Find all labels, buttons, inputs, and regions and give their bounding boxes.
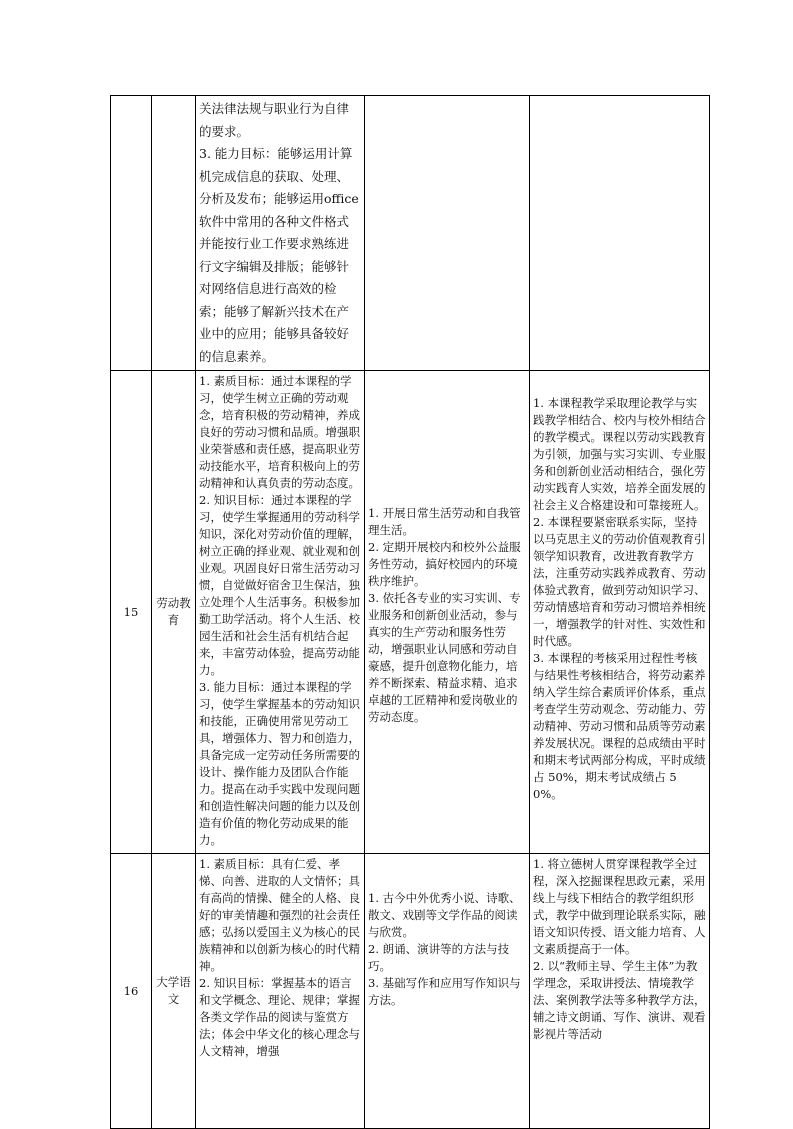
course-content (365, 96, 530, 371)
content-paragraph: 1. 开展日常生活劳动和自我管理生活。 (368, 506, 521, 537)
content-paragraph: 2. 定期开展校内和校外公益服务性劳动，搞好校园内的环境秩序维护。 (368, 540, 521, 588)
requirement-paragraph: 2. 以“教师主导、学生主体”为教学理念，采取讲授法、情境教学法、案例教学法等多种教学方法，辅之诗文朗诵、写作、演讲、观看影视片等活动 (533, 959, 706, 1041)
goal-paragraph: 3. 能力目标：通过本课程的学习，使学生掌握基本的劳动知识和技能，正确使用常见劳动工具，增强体力、智力和创造力，具备完成一定劳动任务所需要的设计、操作能力及团队合作能力。提高在动手实践中发现问题和创造性解决问题的能力以及创造有价值的物化劳动成果的能力。 (199, 680, 360, 847)
table-row (111, 854, 710, 1129)
goal-paragraph: 2. 知识目标：掌握基本的语言和文学概念、理论、规律；掌握各类文学作品的阅读与鉴赏方法；体会中华文化的核心理念与人文精神，增强 (199, 976, 360, 1058)
requirement-paragraph: 1. 将立德树人贯穿课程教学全过程，深入挖掘课程思政元素，采用线上与线下相结合的教学组织形式，教学中做到理论联系实际，融语文知识传授、语文能力培育、人文素质提高于一体。 (533, 857, 706, 956)
course-name (152, 96, 196, 371)
row-number: 15 (111, 371, 152, 854)
content-paragraph: 2. 朗诵、演讲等的方法与技巧。 (368, 942, 510, 973)
course-name: 大学语文 (152, 854, 196, 1129)
course-goals (196, 854, 365, 1129)
row-number (111, 96, 152, 371)
course-content (365, 371, 530, 854)
course-goals (196, 96, 365, 371)
requirement-paragraph: 3. 本课程的考核采用过程性考核与结果性考核相结合，将劳动素养纳入学生综合素质评价体系，重点考查学生劳动观念、劳动能力、劳动精神、劳动习惯和品质等劳动素养发展状况。课程的总成绩由平时和期末考试两部分构成，平时成绩占 50%，期末考试成绩占 50%。 (533, 651, 706, 801)
content-paragraph: 3. 基础写作和应用写作知识与方法。 (368, 976, 521, 1007)
course-requirements (530, 96, 710, 371)
table-row (111, 96, 710, 371)
goal-paragraph: 2. 知识目标：通过本课程的学习，使学生掌握通用的劳动科学知识，深化对劳动价值的理解，树立正确的择业观、就业观和创业观。巩固良好日常生活劳动习惯，自觉做好宿舍卫生保洁，独立处理个人生活事务。积极参加勤工助学活动。将个人生活、校园生活和社会生活有机结合起来，丰富劳动体验，提高劳动能力。 (199, 493, 360, 677)
requirement-paragraph: 1. 本课程教学采取理论教学与实践教学相结合、校内与校外相结合的教学模式。课程以劳动实践教育为引领，加强与实习实训、专业服务和创新创业活动相结合，强化劳动实践育人实效，培养全面发展的社会主义合格建设和可靠接班人。 (533, 396, 706, 512)
goal-paragraph: 1. 素质目标：具有仁爱、孝悌、向善、进取的人文情怀；具有高尚的情操、健全的人格、良好的审美情趣和强烈的社会责任感；弘扬以爱国主义为核心的民族精神和以创新为核心的时代精神。 (199, 857, 360, 973)
course-goals (196, 371, 365, 854)
course-name: 劳动教育 (152, 371, 196, 854)
content-paragraph: 1. 古今中外优秀小说、诗歌、散文、戏剧等文学作品的阅读与欣赏。 (368, 891, 521, 939)
row-number: 16 (111, 854, 152, 1129)
table-row (111, 371, 710, 854)
goal-paragraph: 关法律法规与职业行为自律的要求。 (199, 101, 350, 139)
course-requirements (530, 371, 710, 854)
content-paragraph: 3. 依托各专业的实习实训、专业服务和创新创业活动，参与真实的生产劳动和服务性劳动，增强职业认同感和劳动自豪感，提升创意物化能力，培养不断探索、精益求精、追求卓越的工匠精神和爱岗敬业的劳动态度。 (368, 591, 521, 724)
syllabus-table (110, 95, 710, 1129)
course-requirements (530, 854, 710, 1129)
goal-paragraph: 3. 能力目标：能够运用计算机完成信息的获取、处理、分析及发布；能够运用office软件中常用的各种文件格式并能按行业工作要求熟练进行文字编辑及排版；能够针对网络信息进行高效的检索；能够了解新兴技术在产业中的应用；能够具备较好的信息素养。 (199, 146, 359, 364)
requirement-paragraph: 2. 本课程要紧密联系实际，坚持以马克思主义的劳动价值观教育引领学知识教育，改进教育教学方法，注重劳动实践养成教育、劳动体验式教育，做到劳动知识学习、劳动情感培育和劳动习惯培养相统一，增强教学的针对性、实效性和时代感。 (533, 515, 706, 648)
course-content (365, 854, 530, 1129)
goal-paragraph: 1. 素质目标：通过本课程的学习，使学生树立正确的劳动观念，培育积极的劳动精神，养成良好的劳动习惯和品质。增强职业荣誉感和责任感，提高职业劳动技能水平，培育积极向上的劳动精神和认真负责的劳动态度。 (199, 374, 360, 490)
